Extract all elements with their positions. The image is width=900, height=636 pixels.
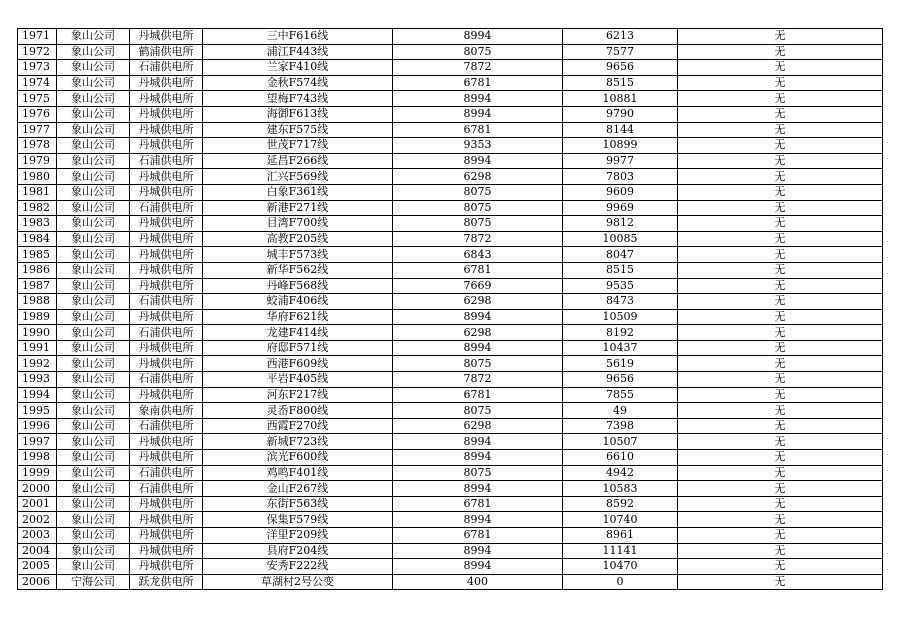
station-cell: 丹城供电所: [130, 450, 203, 466]
company-cell: 象山公司: [57, 44, 130, 60]
company-cell: 象山公司: [57, 138, 130, 154]
remark-cell: 无: [678, 309, 883, 325]
row-number-cell: 1994: [18, 387, 57, 403]
company-cell: 象山公司: [57, 153, 130, 169]
company-cell: 象山公司: [57, 91, 130, 107]
row-number-cell: 1977: [18, 122, 57, 138]
row-number-cell: 1981: [18, 184, 57, 200]
station-cell: 丹城供电所: [130, 387, 203, 403]
capacity-cell: 7669: [393, 278, 563, 294]
remark-cell: 无: [678, 434, 883, 450]
value-cell: 0: [563, 574, 678, 590]
row-number-cell: 1993: [18, 372, 57, 388]
remark-cell: 无: [678, 528, 883, 544]
table-row: [18, 340, 883, 356]
line-name-cell: 丹峰F568线: [203, 278, 393, 294]
remark-cell: 无: [678, 356, 883, 372]
remark-cell: 无: [678, 543, 883, 559]
remark-cell: 无: [678, 294, 883, 310]
station-cell: 丹城供电所: [130, 356, 203, 372]
row-number-cell: 1991: [18, 340, 57, 356]
line-name-cell: 洋里F209线: [203, 528, 393, 544]
capacity-cell: 6298: [393, 294, 563, 310]
remark-cell: 无: [678, 247, 883, 263]
row-number-cell: 2001: [18, 496, 57, 512]
table-row: [18, 543, 883, 559]
value-cell: 9812: [563, 216, 678, 232]
line-name-cell: 建东F575线: [203, 122, 393, 138]
row-number-cell: 1987: [18, 278, 57, 294]
company-cell: 象山公司: [57, 169, 130, 185]
capacity-cell: 8075: [393, 200, 563, 216]
row-number-cell: 1975: [18, 91, 57, 107]
station-cell: 丹城供电所: [130, 231, 203, 247]
station-cell: 跃龙供电所: [130, 574, 203, 590]
capacity-cell: 8994: [393, 512, 563, 528]
capacity-cell: 8994: [393, 340, 563, 356]
capacity-cell: 8994: [393, 543, 563, 559]
capacity-cell: 6298: [393, 169, 563, 185]
capacity-cell: 6781: [393, 262, 563, 278]
capacity-cell: 7872: [393, 60, 563, 76]
station-cell: 象南供电所: [130, 403, 203, 419]
company-cell: 象山公司: [57, 278, 130, 294]
company-cell: 象山公司: [57, 60, 130, 76]
company-cell: 象山公司: [57, 247, 130, 263]
table-row: [18, 418, 883, 434]
remark-cell: 无: [678, 481, 883, 497]
remark-cell: 无: [678, 450, 883, 466]
table-row: [18, 278, 883, 294]
line-name-cell: 蛟浦F406线: [203, 294, 393, 310]
remark-cell: 无: [678, 216, 883, 232]
station-cell: 丹城供电所: [130, 278, 203, 294]
station-cell: 丹城供电所: [130, 75, 203, 91]
value-cell: 8515: [563, 262, 678, 278]
capacity-cell: 6298: [393, 418, 563, 434]
remark-cell: 无: [678, 372, 883, 388]
remark-cell: 无: [678, 75, 883, 91]
company-cell: 象山公司: [57, 434, 130, 450]
station-cell: 丹城供电所: [130, 434, 203, 450]
remark-cell: 无: [678, 325, 883, 341]
station-cell: 石浦供电所: [130, 153, 203, 169]
company-cell: 象山公司: [57, 481, 130, 497]
table-row: [18, 262, 883, 278]
table-row: [18, 200, 883, 216]
line-name-cell: 望梅F743线: [203, 91, 393, 107]
table-row: [18, 434, 883, 450]
row-number-cell: 2003: [18, 528, 57, 544]
company-cell: 象山公司: [57, 356, 130, 372]
capacity-cell: 8994: [393, 481, 563, 497]
value-cell: 5619: [563, 356, 678, 372]
company-cell: 象山公司: [57, 200, 130, 216]
table-row: [18, 512, 883, 528]
table-row: [18, 44, 883, 60]
remark-cell: 无: [678, 169, 883, 185]
capacity-cell: 8075: [393, 403, 563, 419]
company-cell: 象山公司: [57, 465, 130, 481]
value-cell: 7803: [563, 169, 678, 185]
station-cell: 丹城供电所: [130, 184, 203, 200]
row-number-cell: 1988: [18, 294, 57, 310]
station-cell: 丹城供电所: [130, 496, 203, 512]
table-row: [18, 528, 883, 544]
value-cell: 8473: [563, 294, 678, 310]
remark-cell: 无: [678, 44, 883, 60]
row-number-cell: 1992: [18, 356, 57, 372]
value-cell: 4942: [563, 465, 678, 481]
remark-cell: 无: [678, 512, 883, 528]
line-name-cell: 新港F271线: [203, 200, 393, 216]
station-cell: 丹城供电所: [130, 29, 203, 45]
value-cell: 10085: [563, 231, 678, 247]
line-name-cell: 河东F217线: [203, 387, 393, 403]
remark-cell: 无: [678, 29, 883, 45]
remark-cell: 无: [678, 559, 883, 575]
station-cell: 丹城供电所: [130, 543, 203, 559]
row-number-cell: 1990: [18, 325, 57, 341]
line-name-cell: 滨光F600线: [203, 450, 393, 466]
row-number-cell: 1984: [18, 231, 57, 247]
table-row: [18, 231, 883, 247]
line-name-cell: 保集F579线: [203, 512, 393, 528]
table-row: [18, 169, 883, 185]
company-cell: 象山公司: [57, 559, 130, 575]
value-cell: 9535: [563, 278, 678, 294]
station-cell: 丹城供电所: [130, 559, 203, 575]
value-cell: 10881: [563, 91, 678, 107]
row-number-cell: 1971: [18, 29, 57, 45]
company-cell: 象山公司: [57, 122, 130, 138]
row-number-cell: 1997: [18, 434, 57, 450]
row-number-cell: 1972: [18, 44, 57, 60]
capacity-cell: 8075: [393, 184, 563, 200]
remark-cell: 无: [678, 465, 883, 481]
capacity-cell: 7872: [393, 231, 563, 247]
company-cell: 象山公司: [57, 106, 130, 122]
capacity-cell: 8994: [393, 153, 563, 169]
row-number-cell: 2000: [18, 481, 57, 497]
row-number-cell: 1978: [18, 138, 57, 154]
company-cell: 象山公司: [57, 29, 130, 45]
value-cell: 8192: [563, 325, 678, 341]
station-cell: 石浦供电所: [130, 372, 203, 388]
table-row: [18, 450, 883, 466]
table-row: [18, 372, 883, 388]
capacity-cell: 7872: [393, 372, 563, 388]
row-number-cell: 1989: [18, 309, 57, 325]
capacity-cell: 400: [393, 574, 563, 590]
row-number-cell: 1995: [18, 403, 57, 419]
capacity-cell: 8994: [393, 106, 563, 122]
line-name-cell: 龙建F414线: [203, 325, 393, 341]
capacity-cell: 8994: [393, 450, 563, 466]
row-number-cell: 1982: [18, 200, 57, 216]
remark-cell: 无: [678, 138, 883, 154]
station-cell: 石浦供电所: [130, 294, 203, 310]
value-cell: 9609: [563, 184, 678, 200]
row-number-cell: 1996: [18, 418, 57, 434]
table-row: [18, 465, 883, 481]
capacity-cell: 8994: [393, 91, 563, 107]
value-cell: 6213: [563, 29, 678, 45]
station-cell: 丹城供电所: [130, 528, 203, 544]
capacity-cell: 8994: [393, 29, 563, 45]
value-cell: 7855: [563, 387, 678, 403]
value-cell: 10583: [563, 481, 678, 497]
company-cell: 象山公司: [57, 309, 130, 325]
station-cell: 丹城供电所: [130, 138, 203, 154]
value-cell: 9969: [563, 200, 678, 216]
capacity-cell: 8994: [393, 309, 563, 325]
remark-cell: 无: [678, 387, 883, 403]
capacity-cell: 8075: [393, 44, 563, 60]
capacity-cell: 9353: [393, 138, 563, 154]
company-cell: 象山公司: [57, 528, 130, 544]
remark-cell: 无: [678, 122, 883, 138]
line-name-cell: 西港F609线: [203, 356, 393, 372]
value-cell: 10740: [563, 512, 678, 528]
table-row: [18, 106, 883, 122]
company-cell: 象山公司: [57, 450, 130, 466]
row-number-cell: 2004: [18, 543, 57, 559]
line-name-cell: 浦江F443线: [203, 44, 393, 60]
table-row: [18, 29, 883, 45]
value-cell: 10507: [563, 434, 678, 450]
row-number-cell: 1983: [18, 216, 57, 232]
station-cell: 丹城供电所: [130, 91, 203, 107]
value-cell: 8961: [563, 528, 678, 544]
line-name-cell: 兰家F410线: [203, 60, 393, 76]
station-cell: 丹城供电所: [130, 512, 203, 528]
table-body: [18, 29, 883, 590]
line-name-cell: 华府F621线: [203, 309, 393, 325]
company-cell: 象山公司: [57, 294, 130, 310]
line-name-cell: 目湾F700线: [203, 216, 393, 232]
company-cell: 象山公司: [57, 231, 130, 247]
station-cell: 丹城供电所: [130, 247, 203, 263]
company-cell: 象山公司: [57, 216, 130, 232]
remark-cell: 无: [678, 200, 883, 216]
company-cell: 宁海公司: [57, 574, 130, 590]
line-name-cell: 安秀F222线: [203, 559, 393, 575]
capacity-cell: 6781: [393, 496, 563, 512]
capacity-cell: 8075: [393, 356, 563, 372]
station-cell: 鹤浦供电所: [130, 44, 203, 60]
capacity-cell: 6843: [393, 247, 563, 263]
value-cell: 9790: [563, 106, 678, 122]
table-row: [18, 138, 883, 154]
company-cell: 象山公司: [57, 372, 130, 388]
line-name-cell: 城丰F573线: [203, 247, 393, 263]
remark-cell: 无: [678, 278, 883, 294]
capacity-cell: 8994: [393, 434, 563, 450]
table-row: [18, 216, 883, 232]
table-row: [18, 325, 883, 341]
value-cell: 10437: [563, 340, 678, 356]
company-cell: 象山公司: [57, 403, 130, 419]
station-cell: 石浦供电所: [130, 465, 203, 481]
station-cell: 石浦供电所: [130, 481, 203, 497]
table-row: [18, 91, 883, 107]
value-cell: 9977: [563, 153, 678, 169]
line-name-cell: 西霞F270线: [203, 418, 393, 434]
remark-cell: 无: [678, 106, 883, 122]
station-cell: 石浦供电所: [130, 200, 203, 216]
table-row: [18, 559, 883, 575]
table-row: [18, 247, 883, 263]
value-cell: 8047: [563, 247, 678, 263]
line-name-cell: 延昌F266线: [203, 153, 393, 169]
line-name-cell: 东街F563线: [203, 496, 393, 512]
value-cell: 7577: [563, 44, 678, 60]
table-row: [18, 122, 883, 138]
remark-cell: 无: [678, 418, 883, 434]
table-row: [18, 184, 883, 200]
value-cell: 9656: [563, 372, 678, 388]
row-number-cell: 1985: [18, 247, 57, 263]
table-row: [18, 496, 883, 512]
station-cell: 丹城供电所: [130, 216, 203, 232]
row-number-cell: 2005: [18, 559, 57, 575]
line-name-cell: 金秋F574线: [203, 75, 393, 91]
capacity-cell: 6298: [393, 325, 563, 341]
remark-cell: 无: [678, 340, 883, 356]
row-number-cell: 2006: [18, 574, 57, 590]
station-cell: 丹城供电所: [130, 169, 203, 185]
value-cell: 8144: [563, 122, 678, 138]
company-cell: 象山公司: [57, 75, 130, 91]
company-cell: 象山公司: [57, 512, 130, 528]
company-cell: 象山公司: [57, 184, 130, 200]
company-cell: 象山公司: [57, 418, 130, 434]
table-row: [18, 60, 883, 76]
remark-cell: 无: [678, 91, 883, 107]
value-cell: 10509: [563, 309, 678, 325]
line-name-cell: 灵岙F800线: [203, 403, 393, 419]
capacity-cell: 6781: [393, 75, 563, 91]
row-number-cell: 1973: [18, 60, 57, 76]
remark-cell: 无: [678, 153, 883, 169]
value-cell: 10899: [563, 138, 678, 154]
company-cell: 象山公司: [57, 262, 130, 278]
value-cell: 10470: [563, 559, 678, 575]
table-row: [18, 481, 883, 497]
value-cell: 6610: [563, 450, 678, 466]
remark-cell: 无: [678, 262, 883, 278]
station-cell: 丹城供电所: [130, 309, 203, 325]
row-number-cell: 1998: [18, 450, 57, 466]
company-cell: 象山公司: [57, 496, 130, 512]
line-name-cell: 新华F562线: [203, 262, 393, 278]
table-row: [18, 309, 883, 325]
line-name-cell: 县府F204线: [203, 543, 393, 559]
line-name-cell: 汇兴F569线: [203, 169, 393, 185]
line-name-cell: 草湖村2号公变: [203, 574, 393, 590]
station-cell: 丹城供电所: [130, 106, 203, 122]
table-row: [18, 153, 883, 169]
line-name-cell: 海御F613线: [203, 106, 393, 122]
capacity-cell: 8075: [393, 465, 563, 481]
value-cell: 11141: [563, 543, 678, 559]
company-cell: 象山公司: [57, 387, 130, 403]
line-name-cell: 高教F205线: [203, 231, 393, 247]
station-cell: 石浦供电所: [130, 418, 203, 434]
remark-cell: 无: [678, 60, 883, 76]
remark-cell: 无: [678, 184, 883, 200]
row-number-cell: 1976: [18, 106, 57, 122]
capacity-cell: 8994: [393, 559, 563, 575]
line-name-cell: 三中F616线: [203, 29, 393, 45]
table-row: [18, 403, 883, 419]
table-row: [18, 294, 883, 310]
capacity-cell: 6781: [393, 528, 563, 544]
value-cell: 7398: [563, 418, 678, 434]
station-cell: 石浦供电所: [130, 60, 203, 76]
value-cell: 8515: [563, 75, 678, 91]
table-row: [18, 574, 883, 590]
row-number-cell: 1974: [18, 75, 57, 91]
company-cell: 象山公司: [57, 340, 130, 356]
line-name-cell: 府邸F571线: [203, 340, 393, 356]
value-cell: 8592: [563, 496, 678, 512]
line-name-cell: 新城F723线: [203, 434, 393, 450]
station-cell: 石浦供电所: [130, 325, 203, 341]
row-number-cell: 2002: [18, 512, 57, 528]
line-name-cell: 白象F361线: [203, 184, 393, 200]
capacity-cell: 6781: [393, 387, 563, 403]
value-cell: 9656: [563, 60, 678, 76]
company-cell: 象山公司: [57, 543, 130, 559]
value-cell: 49: [563, 403, 678, 419]
row-number-cell: 1999: [18, 465, 57, 481]
line-name-cell: 世茂F717线: [203, 138, 393, 154]
table-row: [18, 356, 883, 372]
line-name-cell: 金山F267线: [203, 481, 393, 497]
remark-cell: 无: [678, 231, 883, 247]
line-name-cell: 平岩F405线: [203, 372, 393, 388]
line-name-cell: 鸡鸣F401线: [203, 465, 393, 481]
capacity-cell: 8075: [393, 216, 563, 232]
table-row: [18, 75, 883, 91]
station-cell: 丹城供电所: [130, 340, 203, 356]
capacity-cell: 6781: [393, 122, 563, 138]
row-number-cell: 1979: [18, 153, 57, 169]
remark-cell: 无: [678, 496, 883, 512]
table-row: [18, 387, 883, 403]
row-number-cell: 1980: [18, 169, 57, 185]
row-number-cell: 1986: [18, 262, 57, 278]
station-cell: 丹城供电所: [130, 122, 203, 138]
company-cell: 象山公司: [57, 325, 130, 341]
remark-cell: 无: [678, 574, 883, 590]
station-cell: 丹城供电所: [130, 262, 203, 278]
data-table: [17, 28, 883, 590]
remark-cell: 无: [678, 403, 883, 419]
